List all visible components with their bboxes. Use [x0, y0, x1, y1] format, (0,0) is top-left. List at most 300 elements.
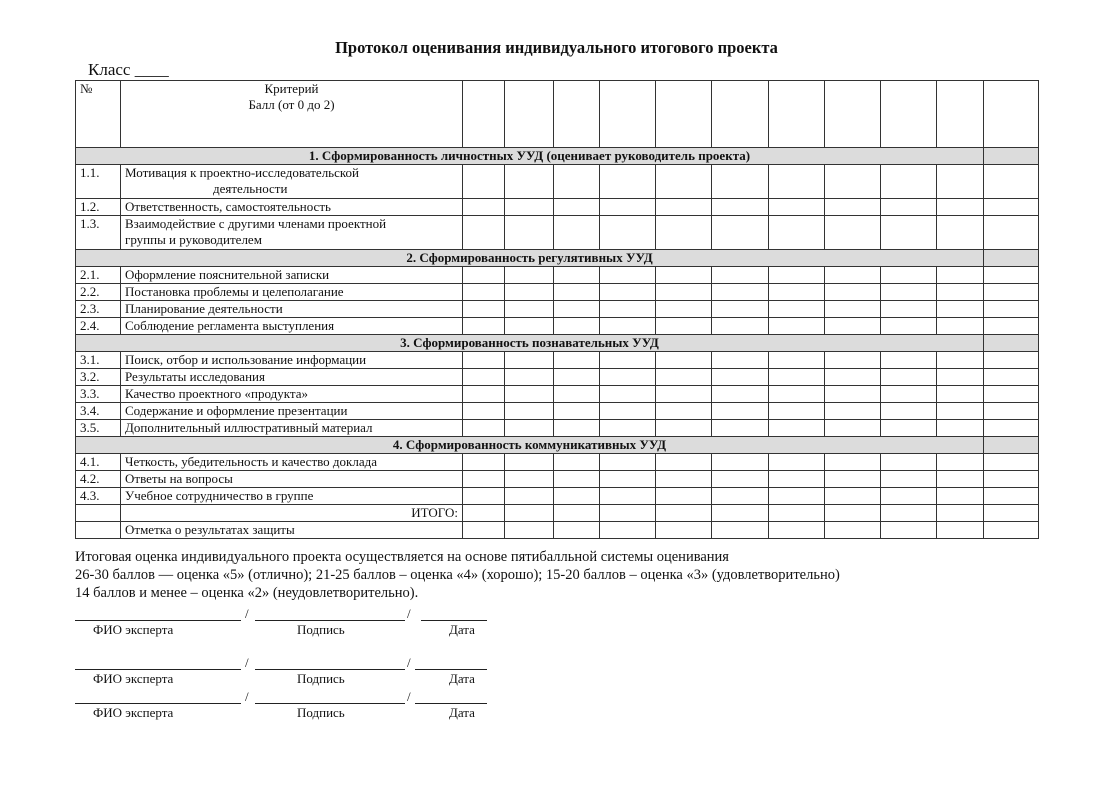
score-cell[interactable]	[656, 403, 712, 420]
table-row	[76, 386, 1039, 403]
row-criterion: Соблюдение регламента выступления	[121, 318, 463, 335]
mark-cell[interactable]	[656, 522, 712, 539]
score-header-cell[interactable]	[554, 81, 600, 148]
table-row	[76, 284, 1039, 301]
score-cell[interactable]	[769, 318, 825, 335]
table-row	[76, 420, 1039, 437]
grading-note	[75, 548, 840, 602]
score-cell[interactable]	[937, 369, 984, 386]
score-cell[interactable]	[554, 369, 600, 386]
score-cell[interactable]	[505, 369, 554, 386]
total-cell[interactable]	[656, 505, 712, 522]
row-criterion	[121, 165, 463, 199]
score-cell[interactable]	[984, 267, 1039, 284]
row-criterion: Поиск, отбор и использование информации	[121, 352, 463, 369]
date-field[interactable]	[421, 606, 487, 621]
score-cell[interactable]	[984, 471, 1039, 488]
mark-cell[interactable]	[600, 522, 656, 539]
score-cell[interactable]	[769, 284, 825, 301]
score-cell[interactable]	[881, 199, 937, 216]
score-cell[interactable]	[505, 352, 554, 369]
class-label: Класс ____	[88, 60, 169, 79]
score-cell[interactable]	[825, 267, 881, 284]
row-criterion: Содержание и оформление презентации	[121, 403, 463, 420]
name-label: ФИО эксперта	[93, 705, 174, 720]
score-cell[interactable]	[825, 199, 881, 216]
table-row	[76, 216, 1039, 250]
row-num: 3.5.	[76, 420, 121, 437]
score-cell[interactable]	[825, 318, 881, 335]
row-criterion: Результаты исследования	[121, 369, 463, 386]
score-cell[interactable]	[463, 420, 505, 437]
section-title: 3. Сформированность познавательных УУД	[76, 335, 984, 352]
score-cell[interactable]	[825, 403, 881, 420]
row-num: 2.4.	[76, 318, 121, 335]
row-criterion: Оформление пояснительной записки	[121, 267, 463, 284]
score-cell[interactable]	[656, 318, 712, 335]
header-num: №	[76, 81, 121, 148]
header-criterion-label: Критерий	[264, 81, 319, 96]
score-cell[interactable]	[769, 165, 825, 199]
mark-cell[interactable]	[554, 522, 600, 539]
score-header-cell[interactable]	[656, 81, 712, 148]
score-cell[interactable]	[825, 420, 881, 437]
score-cell[interactable]	[656, 284, 712, 301]
total-cell[interactable]	[554, 505, 600, 522]
row-num: 4.2.	[76, 471, 121, 488]
score-cell[interactable]	[656, 471, 712, 488]
score-cell[interactable]	[769, 369, 825, 386]
sign-label: Подпись	[297, 671, 345, 686]
score-header-cell[interactable]	[712, 81, 769, 148]
score-cell[interactable]	[712, 369, 769, 386]
date-label: Дата	[449, 671, 475, 686]
score-cell[interactable]	[881, 471, 937, 488]
section-extra-cell	[984, 148, 1039, 165]
score-cell[interactable]	[554, 199, 600, 216]
row-num: 2.3.	[76, 301, 121, 318]
score-cell[interactable]	[554, 471, 600, 488]
score-cell[interactable]	[937, 403, 984, 420]
score-cell[interactable]	[505, 216, 554, 250]
score-cell[interactable]	[937, 199, 984, 216]
separator-slash: /	[407, 655, 411, 670]
score-cell[interactable]	[505, 488, 554, 505]
score-cell[interactable]	[825, 352, 881, 369]
section-header-row	[76, 250, 1039, 267]
total-cell[interactable]	[463, 505, 505, 522]
score-cell[interactable]	[937, 471, 984, 488]
score-header-cell[interactable]	[984, 81, 1039, 148]
score-cell[interactable]	[554, 318, 600, 335]
row-num: 3.1.	[76, 352, 121, 369]
score-cell[interactable]	[505, 318, 554, 335]
score-cell[interactable]	[825, 216, 881, 250]
score-cell[interactable]	[937, 284, 984, 301]
score-cell[interactable]	[937, 267, 984, 284]
score-cell[interactable]	[712, 284, 769, 301]
score-cell[interactable]	[825, 454, 881, 471]
score-cell[interactable]	[937, 386, 984, 403]
score-cell[interactable]	[463, 471, 505, 488]
score-cell[interactable]	[984, 488, 1039, 505]
score-cell[interactable]	[712, 318, 769, 335]
section-header-row	[76, 437, 1039, 454]
score-cell[interactable]	[769, 267, 825, 284]
score-cell[interactable]	[600, 403, 656, 420]
score-cell[interactable]	[881, 318, 937, 335]
date-field[interactable]	[415, 689, 487, 704]
score-cell[interactable]	[937, 420, 984, 437]
score-cell[interactable]	[937, 165, 984, 199]
mark-cell[interactable]	[984, 522, 1039, 539]
separator-slash: /	[245, 689, 249, 704]
mark-cell[interactable]	[712, 522, 769, 539]
score-cell[interactable]	[600, 165, 656, 199]
section-extra-cell	[984, 437, 1039, 454]
score-cell[interactable]	[505, 165, 554, 199]
score-cell[interactable]	[984, 454, 1039, 471]
grading-note-line2: 26-30 баллов — оценка «5» (отлично); 21-25 баллов – оценка «4» (хорошо); 15-20 баллов – оценка «3» (удовлетворительно)	[75, 567, 840, 583]
score-cell[interactable]	[881, 165, 937, 199]
table-body	[76, 81, 1039, 539]
table-header-row	[76, 81, 1039, 148]
score-cell[interactable]	[712, 267, 769, 284]
score-cell[interactable]	[463, 352, 505, 369]
score-cell[interactable]	[712, 216, 769, 250]
score-cell[interactable]	[881, 454, 937, 471]
score-cell[interactable]	[825, 471, 881, 488]
row-num: 3.4.	[76, 403, 121, 420]
signature-field[interactable]	[255, 655, 405, 670]
score-cell[interactable]	[463, 301, 505, 318]
row-num: 4.3.	[76, 488, 121, 505]
score-cell[interactable]	[656, 420, 712, 437]
date-label: Дата	[449, 622, 475, 637]
header-criterion	[121, 81, 463, 148]
score-cell[interactable]	[825, 165, 881, 199]
section-title: 1. Сформированность личностных УУД (оценивает руководитель проекта)	[76, 148, 984, 165]
score-cell[interactable]	[937, 301, 984, 318]
date-label: Дата	[449, 705, 475, 720]
score-cell[interactable]	[881, 488, 937, 505]
separator-slash: /	[245, 655, 249, 670]
score-cell[interactable]	[937, 454, 984, 471]
row-num-empty	[76, 505, 121, 522]
score-cell[interactable]	[505, 284, 554, 301]
score-cell[interactable]	[463, 386, 505, 403]
total-cell[interactable]	[505, 505, 554, 522]
score-header-cell[interactable]	[937, 81, 984, 148]
table-row	[76, 454, 1039, 471]
row-num: 2.2.	[76, 284, 121, 301]
row-criterion: Дополнительный иллюстративный материал	[121, 420, 463, 437]
score-cell[interactable]	[712, 420, 769, 437]
score-cell[interactable]	[463, 165, 505, 199]
score-cell[interactable]	[656, 165, 712, 199]
date-field[interactable]	[415, 655, 487, 670]
score-cell[interactable]	[600, 420, 656, 437]
score-cell[interactable]	[463, 267, 505, 284]
score-cell[interactable]	[712, 386, 769, 403]
score-cell[interactable]	[600, 216, 656, 250]
section-title: 4. Сформированность коммуникативных УУД	[76, 437, 984, 454]
score-cell[interactable]	[600, 199, 656, 216]
score-cell[interactable]	[984, 369, 1039, 386]
score-cell[interactable]	[656, 301, 712, 318]
score-cell[interactable]	[463, 318, 505, 335]
score-cell[interactable]	[769, 199, 825, 216]
mark-cell[interactable]	[769, 522, 825, 539]
score-cell[interactable]	[554, 386, 600, 403]
score-cell[interactable]	[554, 403, 600, 420]
score-cell[interactable]	[656, 454, 712, 471]
score-cell[interactable]	[825, 386, 881, 403]
score-cell[interactable]	[937, 352, 984, 369]
score-cell[interactable]	[984, 199, 1039, 216]
table-row	[76, 488, 1039, 505]
score-cell[interactable]	[656, 267, 712, 284]
row-criterion-line2: группы и руководителем	[125, 232, 262, 247]
score-cell[interactable]	[554, 352, 600, 369]
score-cell[interactable]	[984, 403, 1039, 420]
score-cell[interactable]	[769, 386, 825, 403]
score-cell[interactable]	[600, 471, 656, 488]
signature-field[interactable]	[255, 606, 405, 621]
score-cell[interactable]	[505, 471, 554, 488]
row-criterion: Качество проектного «продукта»	[121, 386, 463, 403]
score-cell[interactable]	[505, 199, 554, 216]
score-cell[interactable]	[712, 454, 769, 471]
score-cell[interactable]	[463, 284, 505, 301]
header-score-range: Балл (от 0 до 2)	[248, 97, 335, 112]
score-cell[interactable]	[984, 352, 1039, 369]
total-cell[interactable]	[881, 505, 937, 522]
signature-field[interactable]	[255, 689, 405, 704]
score-cell[interactable]	[463, 216, 505, 250]
sign-label: Подпись	[297, 705, 345, 720]
mark-cell[interactable]	[881, 522, 937, 539]
score-cell[interactable]	[881, 420, 937, 437]
score-cell[interactable]	[984, 284, 1039, 301]
row-criterion: Ответы на вопросы	[121, 471, 463, 488]
section-extra-cell	[984, 250, 1039, 267]
total-cell[interactable]	[937, 505, 984, 522]
section-title: 2. Сформированность регулятивных УУД	[76, 250, 984, 267]
score-cell[interactable]	[554, 165, 600, 199]
score-cell[interactable]	[554, 420, 600, 437]
score-cell[interactable]	[554, 454, 600, 471]
row-criterion: Учебное сотрудничество в группе	[121, 488, 463, 505]
score-cell[interactable]	[600, 352, 656, 369]
score-cell[interactable]	[712, 471, 769, 488]
name-label: ФИО эксперта	[93, 671, 174, 686]
mark-cell[interactable]	[825, 522, 881, 539]
score-cell[interactable]	[554, 284, 600, 301]
row-num: 4.1.	[76, 454, 121, 471]
score-cell[interactable]	[505, 403, 554, 420]
score-header-cell[interactable]	[825, 81, 881, 148]
table-row	[76, 301, 1039, 318]
score-cell[interactable]	[984, 386, 1039, 403]
score-cell[interactable]	[600, 386, 656, 403]
mark-label: Отметка о результатах защиты	[121, 522, 463, 539]
table-row	[76, 369, 1039, 386]
score-cell[interactable]	[463, 488, 505, 505]
score-cell[interactable]	[712, 352, 769, 369]
name-field[interactable]	[75, 689, 241, 704]
score-cell[interactable]	[600, 488, 656, 505]
score-cell[interactable]	[600, 284, 656, 301]
row-criterion: Четкость, убедительность и качество доклада	[121, 454, 463, 471]
score-header-cell[interactable]	[881, 81, 937, 148]
table-row	[76, 318, 1039, 335]
score-cell[interactable]	[881, 216, 937, 250]
score-cell[interactable]	[600, 369, 656, 386]
separator-slash: /	[245, 606, 249, 621]
row-num: 1.2.	[76, 199, 121, 216]
separator-slash: /	[407, 689, 411, 704]
row-num: 1.1.	[76, 165, 121, 199]
section-header-row	[76, 148, 1039, 165]
score-cell[interactable]	[600, 318, 656, 335]
row-criterion: Постановка проблемы и целеполагание	[121, 284, 463, 301]
row-criterion: Планирование деятельности	[121, 301, 463, 318]
score-cell[interactable]	[505, 454, 554, 471]
score-cell[interactable]	[463, 369, 505, 386]
separator-slash: /	[407, 606, 411, 621]
grading-note-line1: Итоговая оценка индивидуального проекта осуществляется на основе пятибалльной системы оценивания	[75, 549, 729, 565]
score-header-cell[interactable]	[505, 81, 554, 148]
name-label: ФИО эксперта	[93, 622, 174, 637]
score-cell[interactable]	[769, 488, 825, 505]
score-cell[interactable]	[984, 165, 1039, 199]
row-criterion-line1: Взаимодействие с другими членами проектной	[125, 216, 387, 231]
table-row	[76, 471, 1039, 488]
score-cell[interactable]	[769, 301, 825, 318]
score-cell[interactable]	[769, 420, 825, 437]
score-cell[interactable]	[712, 488, 769, 505]
score-cell[interactable]	[769, 352, 825, 369]
score-cell[interactable]	[881, 403, 937, 420]
score-cell[interactable]	[505, 386, 554, 403]
table-row	[76, 165, 1039, 199]
score-cell[interactable]	[554, 301, 600, 318]
score-cell[interactable]	[881, 284, 937, 301]
name-field[interactable]	[75, 655, 241, 670]
score-cell[interactable]	[984, 420, 1039, 437]
section-header-row	[76, 335, 1039, 352]
score-cell[interactable]	[505, 301, 554, 318]
score-cell[interactable]	[554, 267, 600, 284]
score-cell[interactable]	[600, 454, 656, 471]
mark-cell[interactable]	[463, 522, 505, 539]
evaluation-table	[75, 80, 1039, 539]
total-cell[interactable]	[825, 505, 881, 522]
total-cell[interactable]	[712, 505, 769, 522]
total-cell[interactable]	[600, 505, 656, 522]
score-cell[interactable]	[825, 284, 881, 301]
score-cell[interactable]	[825, 369, 881, 386]
score-cell[interactable]	[656, 488, 712, 505]
section-extra-cell	[984, 335, 1039, 352]
score-cell[interactable]	[825, 301, 881, 318]
score-cell[interactable]	[825, 488, 881, 505]
score-cell[interactable]	[712, 165, 769, 199]
name-field[interactable]	[75, 606, 241, 621]
score-cell[interactable]	[554, 488, 600, 505]
score-cell[interactable]	[881, 301, 937, 318]
score-cell[interactable]	[881, 386, 937, 403]
score-cell[interactable]	[554, 216, 600, 250]
score-header-cell[interactable]	[600, 81, 656, 148]
score-cell[interactable]	[881, 352, 937, 369]
score-cell[interactable]	[656, 216, 712, 250]
mark-cell[interactable]	[505, 522, 554, 539]
total-label: ИТОГО:	[121, 505, 463, 522]
sign-label: Подпись	[297, 622, 345, 637]
score-cell[interactable]	[712, 301, 769, 318]
row-num: 3.2.	[76, 369, 121, 386]
score-cell[interactable]	[937, 216, 984, 250]
score-cell[interactable]	[769, 216, 825, 250]
score-cell[interactable]	[656, 369, 712, 386]
score-cell[interactable]	[937, 488, 984, 505]
score-cell[interactable]	[463, 199, 505, 216]
score-cell[interactable]	[463, 454, 505, 471]
score-cell[interactable]	[984, 318, 1039, 335]
row-criterion-line1: Мотивация к проектно-исследовательской	[125, 165, 359, 180]
score-cell[interactable]	[600, 267, 656, 284]
row-num-empty	[76, 522, 121, 539]
row-num: 3.3.	[76, 386, 121, 403]
score-cell[interactable]	[600, 301, 656, 318]
score-cell[interactable]	[656, 386, 712, 403]
score-header-cell[interactable]	[769, 81, 825, 148]
row-criterion	[121, 216, 463, 250]
score-cell[interactable]	[505, 420, 554, 437]
score-cell[interactable]	[769, 454, 825, 471]
score-header-cell[interactable]	[463, 81, 505, 148]
score-cell[interactable]	[881, 369, 937, 386]
score-cell[interactable]	[984, 216, 1039, 250]
mark-row	[76, 522, 1039, 539]
mark-cell[interactable]	[937, 522, 984, 539]
score-cell[interactable]	[881, 267, 937, 284]
score-cell[interactable]	[937, 318, 984, 335]
score-cell[interactable]	[712, 199, 769, 216]
total-row	[76, 505, 1039, 522]
score-cell[interactable]	[712, 403, 769, 420]
total-cell[interactable]	[984, 505, 1039, 522]
signature-block-1	[75, 606, 495, 642]
score-cell[interactable]	[769, 403, 825, 420]
table-row	[76, 352, 1039, 369]
signature-block-3	[75, 689, 495, 725]
score-cell[interactable]	[656, 352, 712, 369]
score-cell[interactable]	[505, 267, 554, 284]
signature-block-2	[75, 655, 495, 691]
total-cell[interactable]	[769, 505, 825, 522]
row-criterion-line2: деятельности	[213, 181, 288, 196]
score-cell[interactable]	[984, 301, 1039, 318]
score-cell[interactable]	[656, 199, 712, 216]
page-title: Протокол оценивания индивидуального итогового проекта	[335, 38, 778, 57]
row-criterion: Ответственность, самостоятельность	[121, 199, 463, 216]
row-num: 1.3.	[76, 216, 121, 250]
score-cell[interactable]	[463, 403, 505, 420]
score-cell[interactable]	[769, 471, 825, 488]
